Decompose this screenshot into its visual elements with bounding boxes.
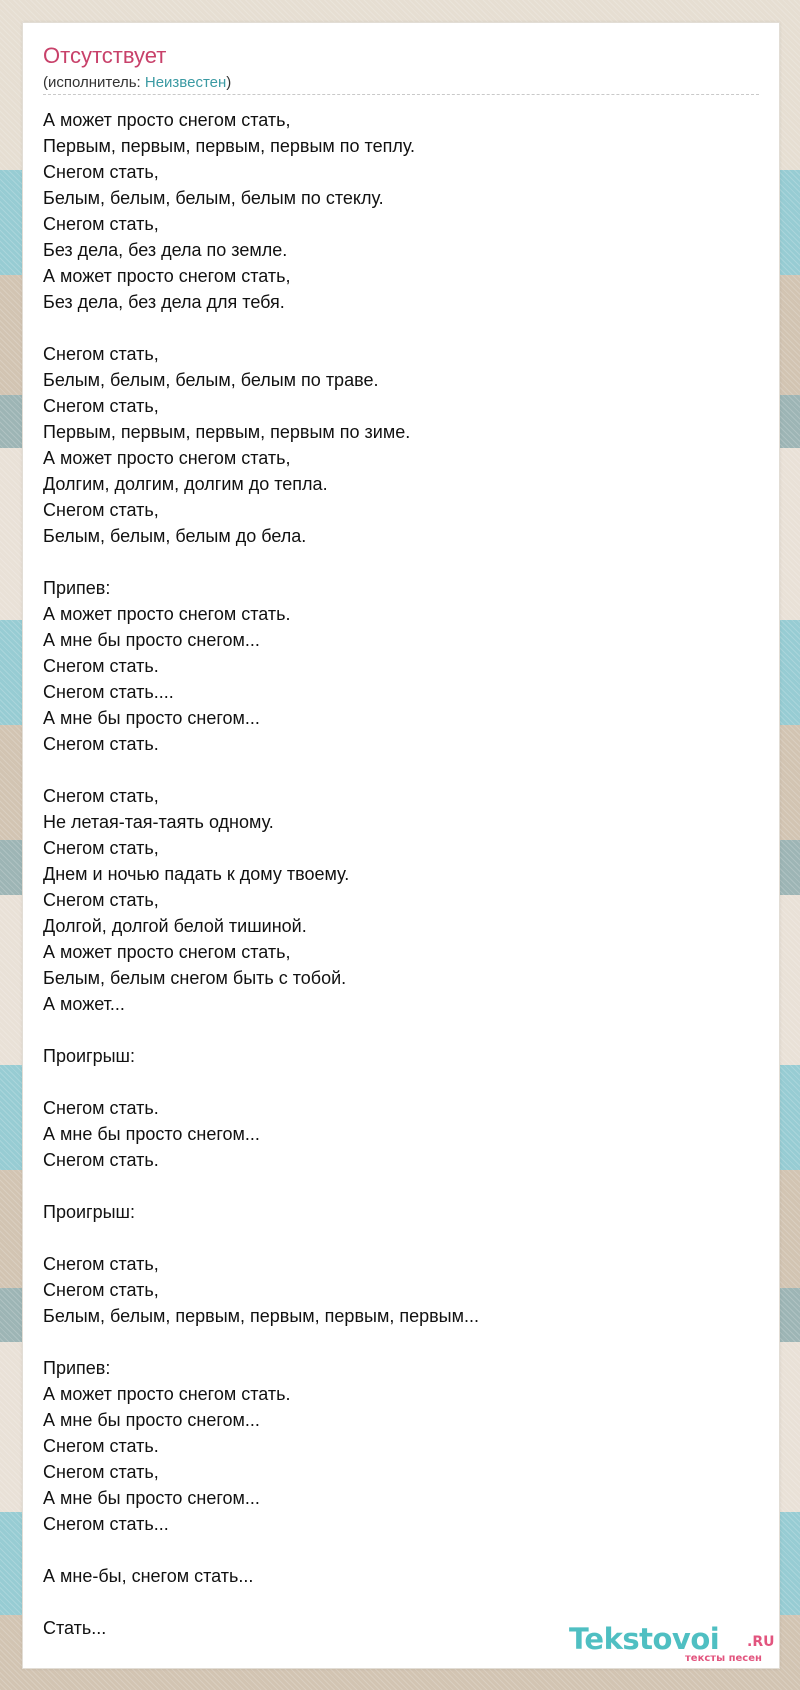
- lyric-line: Долгой, долгой белой тишиной.: [43, 916, 307, 936]
- performer-prefix: (исполнитель:: [43, 74, 145, 91]
- lyric-line: Не летая-тая-таять одному.: [43, 812, 274, 832]
- lyric-line: Снегом стать,: [43, 214, 159, 234]
- lyric-line: А может просто снегом стать.: [43, 604, 291, 624]
- lyric-line: А может просто снегом стать,: [43, 942, 291, 962]
- lyric-line: А может просто снегом стать,: [43, 266, 291, 286]
- lyric-line: Без дела, без дела для тебя.: [43, 292, 285, 312]
- lyric-line: Белым, белым снегом быть с тобой.: [43, 968, 347, 988]
- lyric-line: Первым, первым, первым, первым по зиме.: [43, 422, 411, 442]
- lyric-line: А мне бы просто снегом...: [43, 630, 260, 650]
- lyric-line: Днем и ночью падать к дому твоему.: [43, 864, 350, 884]
- dashed-divider: [43, 94, 759, 95]
- lyric-line: А может просто снегом стать,: [43, 110, 291, 130]
- lyric-line: Долгим, долгим, долгим до тепла.: [43, 474, 328, 494]
- performer-line: [43, 74, 231, 92]
- lyric-line: Снегом стать....: [43, 682, 174, 702]
- lyrics-card: [22, 22, 780, 1669]
- blank-line: [43, 1173, 759, 1199]
- lyric-line: Снегом стать.: [43, 656, 159, 676]
- performer-suffix: ): [226, 74, 232, 91]
- lyric-line: Проигрыш:: [43, 1046, 135, 1066]
- lyric-line: Снегом стать,: [43, 344, 159, 364]
- lyric-line: Белым, белым, белым, белым по стеклу.: [43, 188, 384, 208]
- performer-link[interactable]: Неизвестен: [144, 74, 227, 91]
- blank-line: [43, 1537, 759, 1563]
- lyric-line: Без дела, без дела по земле.: [43, 240, 288, 260]
- lyric-line: Снегом стать.: [43, 1098, 159, 1118]
- blank-line: [43, 1225, 759, 1251]
- lyric-line: Стать...: [43, 1618, 107, 1638]
- lyric-line: Снегом стать,: [43, 838, 159, 858]
- logo-domain: .RU: [747, 1634, 775, 1650]
- blank-line: [43, 1589, 759, 1615]
- lyric-line: Снегом стать.: [43, 1150, 159, 1170]
- blank-line: [43, 1069, 759, 1095]
- lyric-line: А мне бы просто снегом...: [43, 1124, 260, 1144]
- lyric-line: Белым, белым, первым, первым, первым, первым...: [43, 1306, 479, 1326]
- blank-line: [43, 1017, 759, 1043]
- lyric-line: Снегом стать,: [43, 890, 159, 910]
- lyric-line: Снегом стать,: [43, 786, 159, 806]
- lyric-line: А может...: [43, 994, 125, 1014]
- lyric-line: Припев:: [43, 578, 111, 598]
- lyric-line: Белым, белым, белым, белым по траве.: [43, 370, 379, 390]
- lyric-line: Снегом стать,: [43, 396, 159, 416]
- lyric-line: Припев:: [43, 1358, 111, 1378]
- lyric-line: Снегом стать,: [43, 500, 159, 520]
- lyric-line: А мне бы просто снегом...: [43, 1410, 260, 1430]
- lyric-line: Снегом стать.: [43, 734, 159, 754]
- lyric-line: А мне бы просто снегом...: [43, 708, 260, 728]
- lyric-line: Снегом стать...: [43, 1514, 169, 1534]
- lyric-line: Проигрыш:: [43, 1202, 135, 1222]
- lyric-line: Белым, белым, белым до бела.: [43, 526, 307, 546]
- lyric-line: А может просто снегом стать.: [43, 1384, 291, 1404]
- lyric-line: Снегом стать,: [43, 1462, 159, 1482]
- lyric-line: Снегом стать.: [43, 1436, 159, 1456]
- song-title: Отсутствует: [43, 43, 167, 68]
- lyric-line: Снегом стать,: [43, 162, 159, 182]
- logo-wordmark: Tekstovoi: [569, 1622, 720, 1656]
- blank-line: [43, 1329, 759, 1355]
- site-logo[interactable]: [569, 1622, 775, 1665]
- blank-line: [43, 549, 759, 575]
- lyric-line: А может просто снегом стать,: [43, 448, 291, 468]
- lyric-line: Снегом стать,: [43, 1280, 159, 1300]
- blank-line: [43, 315, 759, 341]
- lyrics-body: [43, 107, 759, 1641]
- lyric-line: Первым, первым, первым, первым по теплу.: [43, 136, 416, 156]
- lyric-line: Снегом стать,: [43, 1254, 159, 1274]
- lyric-line: А мне-бы, снегом стать...: [43, 1566, 254, 1586]
- logo-tagline: тексты песен: [685, 1653, 762, 1664]
- blank-line: [43, 757, 759, 783]
- lyric-line: А мне бы просто снегом...: [43, 1488, 260, 1508]
